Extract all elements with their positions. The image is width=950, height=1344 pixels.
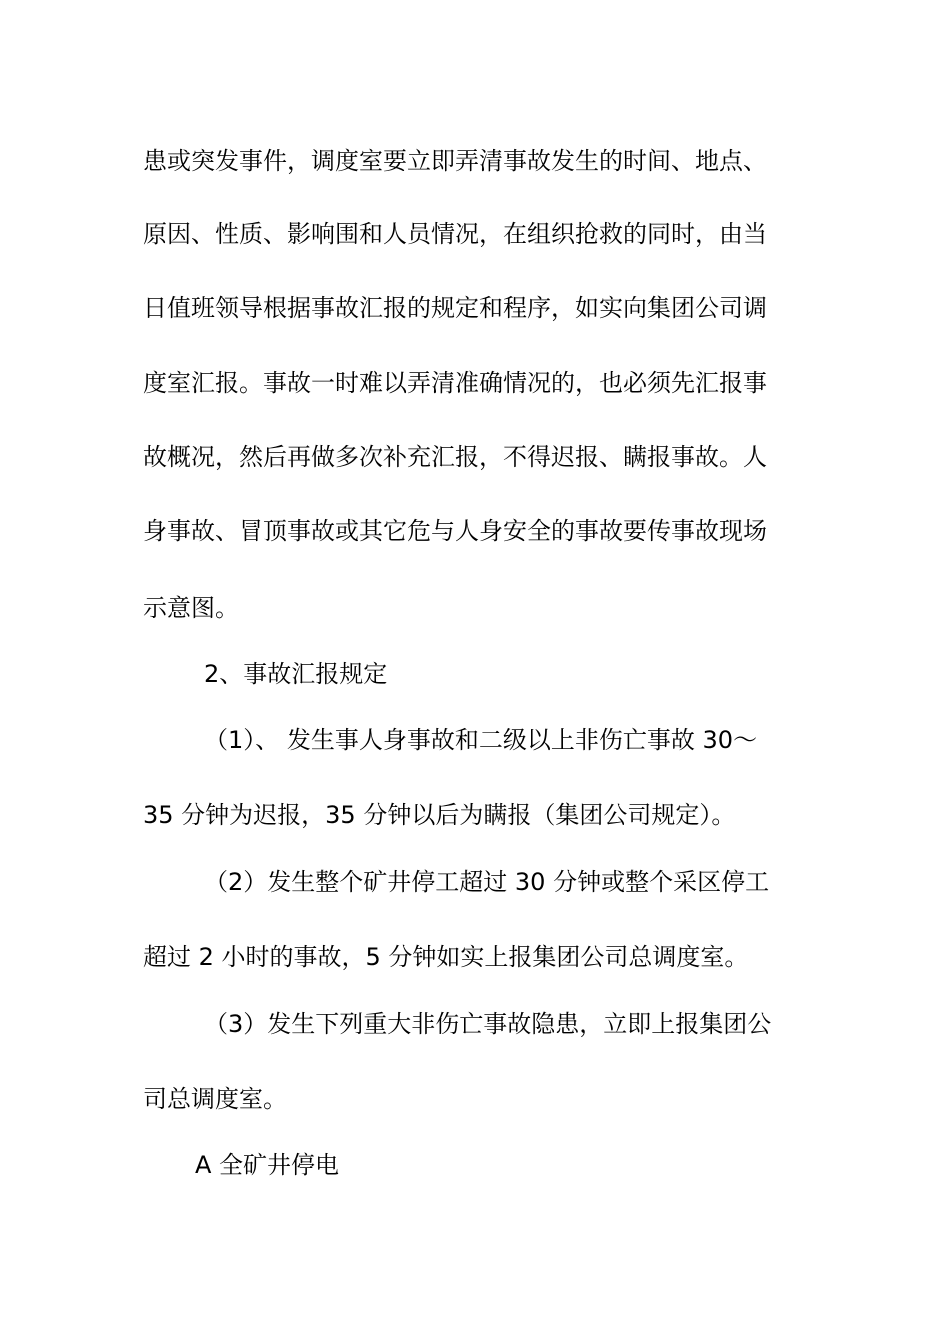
item-1-line-1: （1）、 发生事人身事故和二级以上非伤亡事故 30～ (204, 726, 758, 754)
paragraph-1-line-4: 度室汇报。事故一时难以弄清准确情况的，也必须先汇报事 (143, 369, 767, 397)
paragraph-1-line-5: 故概况，然后再做多次补充汇报，不得迟报、瞒报事故。人 (143, 443, 767, 471)
item-1-line-2: 35 分钟为迟报，35 分钟以后为瞒报（集团公司规定）。 (143, 801, 736, 829)
paragraph-1-line-2: 原因、性质、影响围和人员情况，在组织抢救的同时，由当 (143, 220, 767, 248)
paragraph-1-line-6: 身事故、冒顶事故或其它危与人身安全的事故要传事故现场 (143, 517, 767, 545)
paragraph-1-line-1: 患或突发事件，调度室要立即弄清事故发生的时间、地点、 (143, 147, 767, 175)
sub-item-a: A 全矿井停电 (195, 1151, 340, 1179)
section-heading: 2、事故汇报规定 (204, 660, 388, 688)
item-2-line-2: 超过 2 小时的事故，5 分钟如实上报集团公司总调度室。 (143, 943, 749, 971)
item-2-line-1: （2）发生整个矿井停工超过 30 分钟或整个采区停工 (204, 868, 770, 896)
item-3-line-2: 司总调度室。 (143, 1085, 287, 1113)
paragraph-1-line-3: 日值班领导根据事故汇报的规定和程序，如实向集团公司调 (143, 294, 767, 322)
item-3-line-1: （3）发生下列重大非伤亡事故隐患，立即上报集团公 (204, 1010, 772, 1038)
paragraph-1-line-7: 示意图。 (143, 594, 239, 622)
